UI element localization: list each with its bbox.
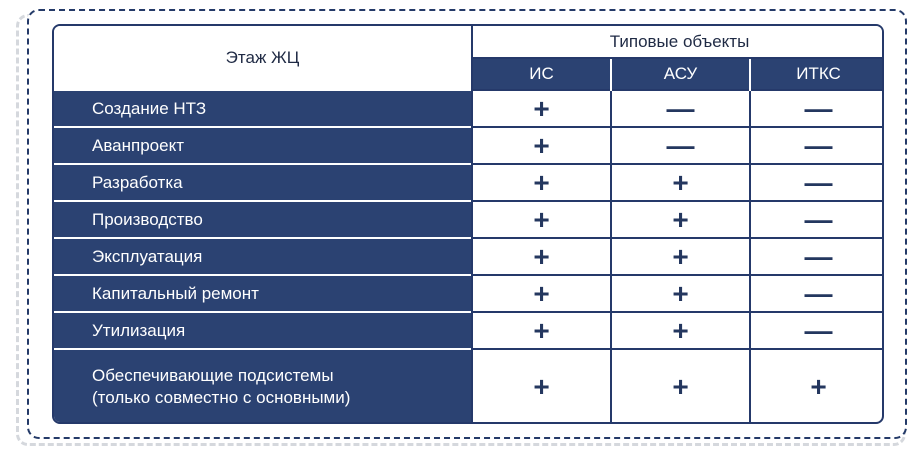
table-row [54, 90, 884, 127]
column-header-asu: АСУ [611, 58, 750, 90]
stage-label: Капитальный ремонт [54, 275, 472, 312]
header-typical-objects: Типовые объекты [472, 26, 884, 58]
mark-itks: — [750, 201, 884, 238]
mark-is: + [472, 238, 611, 275]
column-header-is: ИС [472, 58, 611, 90]
mark-is: + [472, 127, 611, 164]
table-row [54, 312, 884, 349]
table-row [54, 275, 884, 312]
stage-label: Производство [54, 201, 472, 238]
mark-itks: — [750, 127, 884, 164]
mark-itks: — [750, 312, 884, 349]
mark-asu: + [611, 201, 750, 238]
mark-is: + [472, 164, 611, 201]
stage-label: Утилизация [54, 312, 472, 349]
table-row [54, 201, 884, 238]
stage-label: Аванпроект [54, 127, 472, 164]
mark-itks: — [750, 238, 884, 275]
stage-label-multiline [54, 349, 472, 423]
mark-itks: + [750, 349, 884, 423]
table-row [54, 238, 884, 275]
mark-asu: + [611, 275, 750, 312]
lifecycle-table-container [52, 24, 884, 424]
mark-is: + [472, 312, 611, 349]
mark-asu: + [611, 349, 750, 423]
stage-label: Разработка [54, 164, 472, 201]
stage-label: Эксплуатация [54, 238, 472, 275]
mark-is: + [472, 275, 611, 312]
mark-asu: — [611, 90, 750, 127]
stage-label-line-2: (только совместно с основными) [92, 387, 351, 407]
lifecycle-table [54, 26, 884, 423]
mark-itks: — [750, 275, 884, 312]
mark-itks: — [750, 90, 884, 127]
mark-asu: + [611, 164, 750, 201]
table-row [54, 164, 884, 201]
mark-asu: — [611, 127, 750, 164]
mark-is: + [472, 201, 611, 238]
header-lifecycle-stage: Этаж ЖЦ [54, 26, 472, 90]
mark-itks: — [750, 164, 884, 201]
table-row [54, 349, 884, 423]
stage-label: Создание НТЗ [54, 90, 472, 127]
mark-asu: + [611, 312, 750, 349]
column-header-itks: ИТКС [750, 58, 884, 90]
mark-asu: + [611, 238, 750, 275]
mark-is: + [472, 90, 611, 127]
mark-is: + [472, 349, 611, 423]
stage-label-line-1: Обеспечивающие подсистемы [92, 365, 334, 385]
table-row [54, 127, 884, 164]
